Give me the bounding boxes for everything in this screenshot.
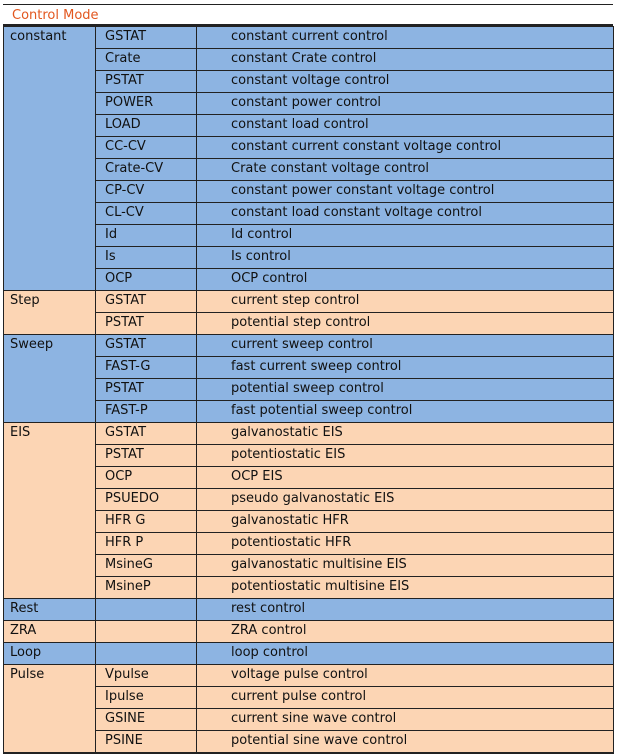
- table-row: [4, 291, 614, 313]
- mode-cell: GSTAT: [96, 335, 197, 357]
- mode-cell: CL-CV: [96, 203, 197, 225]
- table-row: [4, 379, 614, 401]
- table-row: [4, 115, 614, 137]
- mode-cell: Vpulse: [96, 665, 197, 687]
- category-cell: Sweep: [4, 335, 96, 423]
- table-row: [4, 269, 614, 291]
- mode-cell: CP-CV: [96, 181, 197, 203]
- description-cell: fast potential sweep control: [197, 401, 614, 423]
- mode-cell: FAST-P: [96, 401, 197, 423]
- table-row: [4, 159, 614, 181]
- category-cell: EIS: [4, 423, 96, 599]
- description-cell: OCP EIS: [197, 467, 614, 489]
- table-row: [4, 181, 614, 203]
- description-cell: Is control: [197, 247, 614, 269]
- table-row: [4, 489, 614, 511]
- description-cell: constant power control: [197, 93, 614, 115]
- description-cell: constant Crate control: [197, 49, 614, 71]
- table-row: [4, 533, 614, 555]
- table-row: [4, 467, 614, 489]
- table-row: [4, 357, 614, 379]
- mode-cell: PSUEDO: [96, 489, 197, 511]
- category-cell: constant: [4, 27, 96, 291]
- mode-cell: GSTAT: [96, 291, 197, 313]
- description-cell: rest control: [197, 599, 614, 621]
- category-cell: ZRA: [4, 621, 96, 643]
- mode-cell: PSTAT: [96, 313, 197, 335]
- table-row: [4, 93, 614, 115]
- mode-cell: Crate: [96, 49, 197, 71]
- mode-cell: [96, 643, 197, 665]
- table-row: [4, 511, 614, 533]
- table-row: [4, 577, 614, 599]
- table-row: [4, 401, 614, 423]
- description-cell: galvanostatic HFR: [197, 511, 614, 533]
- description-cell: current pulse control: [197, 687, 614, 709]
- table-row: [4, 621, 614, 643]
- table-row: [4, 445, 614, 467]
- mode-cell: GSTAT: [96, 423, 197, 445]
- description-cell: current step control: [197, 291, 614, 313]
- mode-cell: [96, 621, 197, 643]
- mode-cell: HFR G: [96, 511, 197, 533]
- description-cell: potentiostatic HFR: [197, 533, 614, 555]
- description-cell: Id control: [197, 225, 614, 247]
- table-row: [4, 665, 614, 687]
- description-cell: ZRA control: [197, 621, 614, 643]
- mode-cell: [96, 599, 197, 621]
- table-row: [4, 335, 614, 357]
- table-row: [4, 137, 614, 159]
- table-row: [4, 247, 614, 269]
- mode-cell: OCP: [96, 467, 197, 489]
- control-mode-table: [3, 26, 614, 754]
- description-cell: Crate constant voltage control: [197, 159, 614, 181]
- table-row: [4, 643, 614, 665]
- mode-cell: PSTAT: [96, 445, 197, 467]
- table-title: Control Mode: [12, 8, 99, 23]
- table-row: [4, 71, 614, 93]
- description-cell: constant load control: [197, 115, 614, 137]
- description-cell: potentiostatic multisine EIS: [197, 577, 614, 599]
- mode-cell: OCP: [96, 269, 197, 291]
- mode-cell: Id: [96, 225, 197, 247]
- table-row: [4, 203, 614, 225]
- table-row: [4, 709, 614, 731]
- table-row: [4, 555, 614, 577]
- description-cell: constant current control: [197, 27, 614, 49]
- mode-cell: CC-CV: [96, 137, 197, 159]
- mode-cell: Ipulse: [96, 687, 197, 709]
- description-cell: pseudo galvanostatic EIS: [197, 489, 614, 511]
- table-row: [4, 225, 614, 247]
- description-cell: constant voltage control: [197, 71, 614, 93]
- mode-cell: PSINE: [96, 731, 197, 754]
- description-cell: constant load constant voltage control: [197, 203, 614, 225]
- description-cell: current sweep control: [197, 335, 614, 357]
- description-cell: potential sine wave control: [197, 731, 614, 754]
- mode-cell: GSINE: [96, 709, 197, 731]
- table-row: [4, 423, 614, 445]
- description-cell: potential step control: [197, 313, 614, 335]
- description-cell: OCP control: [197, 269, 614, 291]
- category-cell: Step: [4, 291, 96, 335]
- mode-cell: PSTAT: [96, 71, 197, 93]
- category-cell: Rest: [4, 599, 96, 621]
- description-cell: loop control: [197, 643, 614, 665]
- table-row: [4, 49, 614, 71]
- table-row: [4, 687, 614, 709]
- mode-cell: POWER: [96, 93, 197, 115]
- description-cell: potentiostatic EIS: [197, 445, 614, 467]
- mode-cell: PSTAT: [96, 379, 197, 401]
- mode-cell: MsineG: [96, 555, 197, 577]
- description-cell: current sine wave control: [197, 709, 614, 731]
- table-row: [4, 731, 614, 754]
- description-cell: galvanostatic multisine EIS: [197, 555, 614, 577]
- description-cell: potential sweep control: [197, 379, 614, 401]
- category-cell: Loop: [4, 643, 96, 665]
- control-mode-table-body: [4, 27, 614, 754]
- category-cell: Pulse: [4, 665, 96, 754]
- mode-cell: LOAD: [96, 115, 197, 137]
- description-cell: galvanostatic EIS: [197, 423, 614, 445]
- mode-cell: Crate-CV: [96, 159, 197, 181]
- mode-cell: HFR P: [96, 533, 197, 555]
- mode-cell: MsineP: [96, 577, 197, 599]
- description-cell: voltage pulse control: [197, 665, 614, 687]
- title-bar: [3, 4, 613, 26]
- table-row: [4, 27, 614, 49]
- description-cell: fast current sweep control: [197, 357, 614, 379]
- description-cell: constant current constant voltage control: [197, 137, 614, 159]
- mode-cell: FAST-G: [96, 357, 197, 379]
- mode-cell: GSTAT: [96, 27, 197, 49]
- table-row: [4, 313, 614, 335]
- mode-cell: Is: [96, 247, 197, 269]
- description-cell: constant power constant voltage control: [197, 181, 614, 203]
- table-row: [4, 599, 614, 621]
